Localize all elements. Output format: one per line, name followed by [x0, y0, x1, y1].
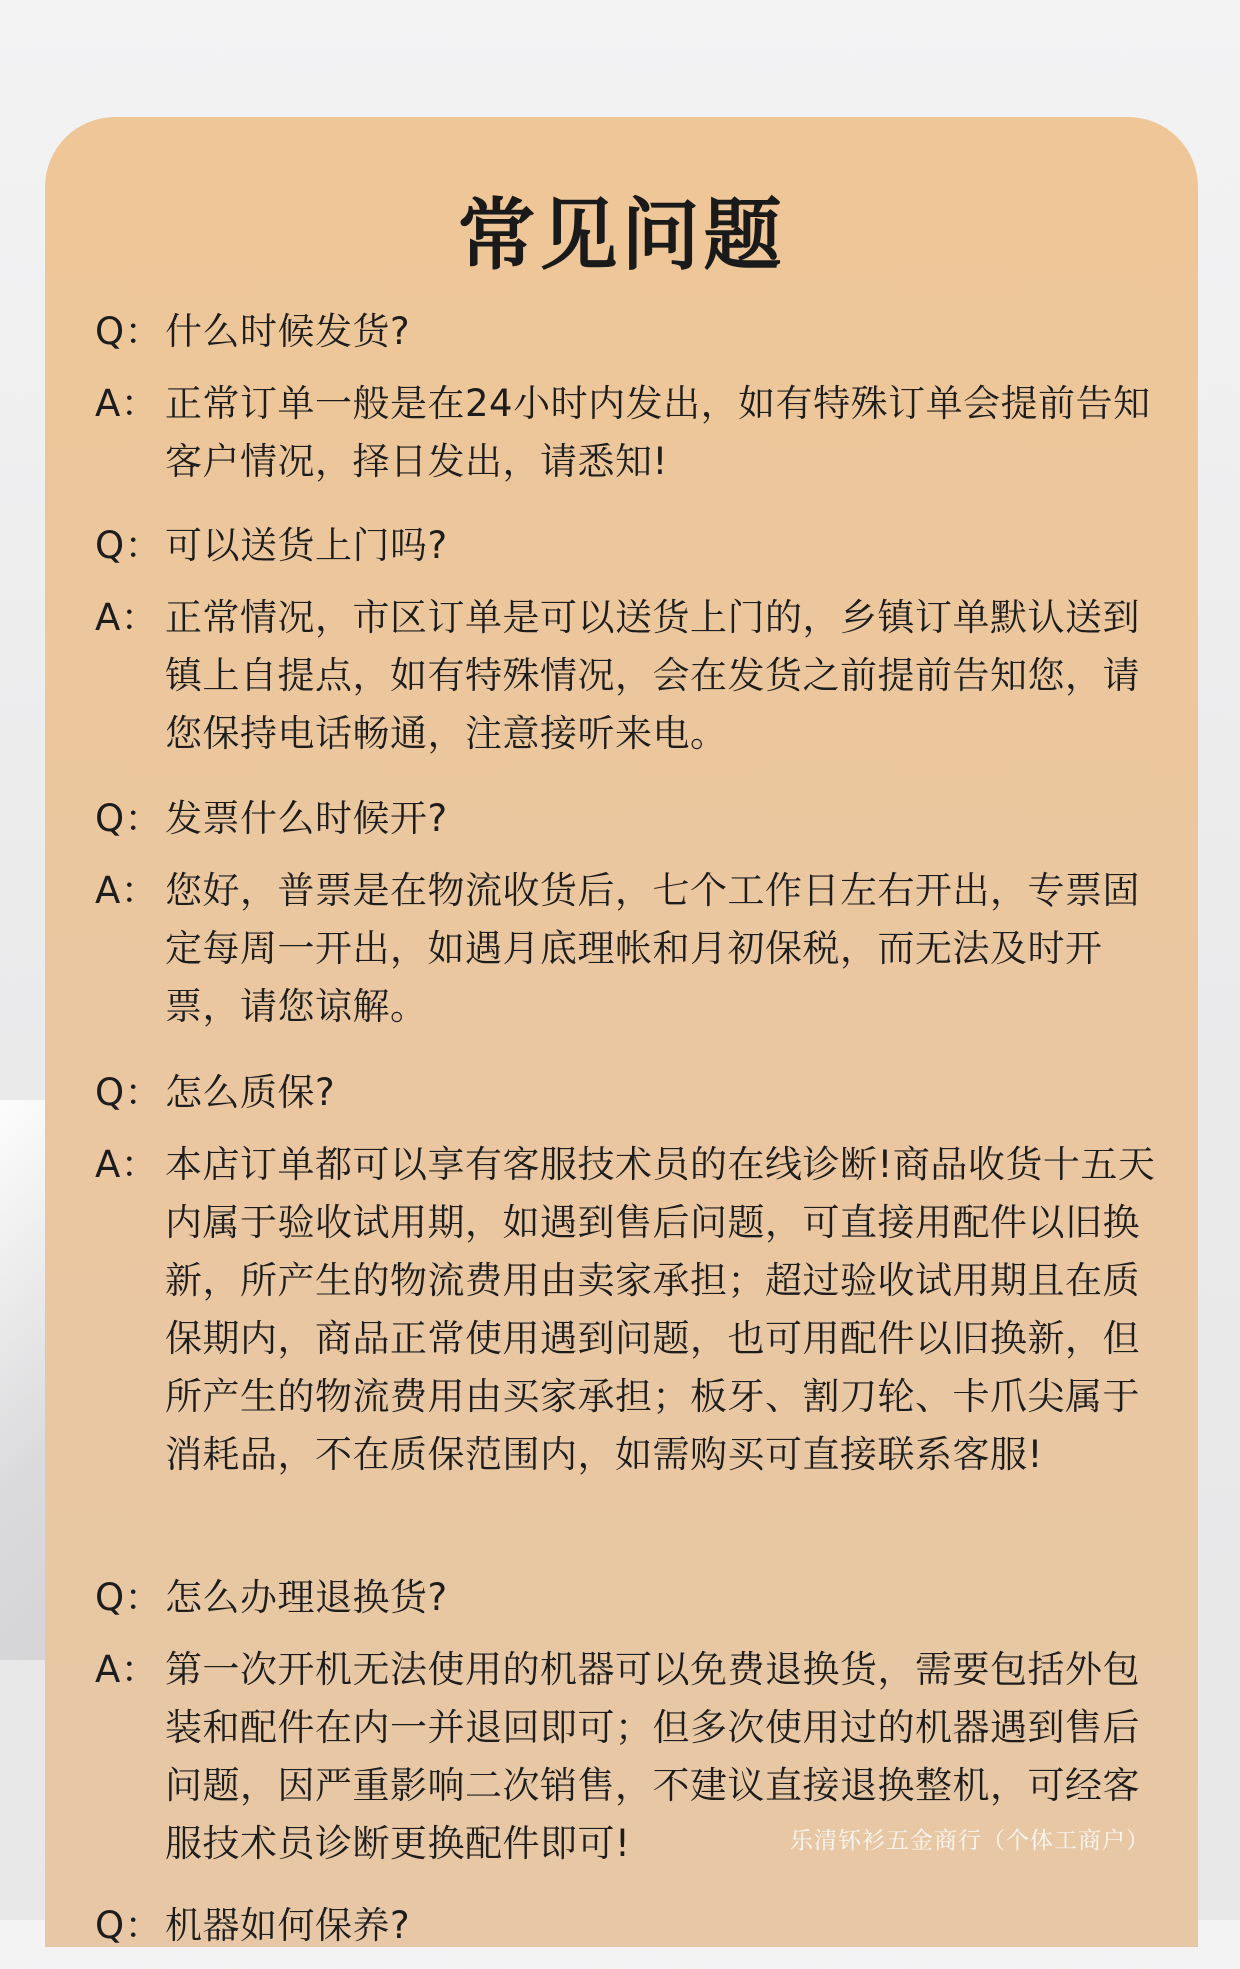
question-row: [95, 517, 1165, 575]
question-text: 怎么质保?: [165, 1071, 336, 1114]
faq-item: [95, 1897, 1165, 1969]
faq-card: [45, 117, 1198, 1947]
question-row: [95, 1569, 1165, 1627]
page-title: 常见问题: [457, 191, 786, 281]
question-row: [95, 303, 1165, 361]
question-text: 可以送货上门吗?: [165, 524, 448, 567]
question-marker: Q：: [95, 1576, 163, 1619]
question-row: [95, 1897, 1165, 1955]
question-marker: Q：: [95, 524, 163, 567]
answer-row: [95, 375, 1165, 491]
answer-text: 本店订单都可以享有客服技术员的在线诊断!商品收货十五天内属于验收试用期，如遇到售后问题，可直接用配件以旧换新，所产生的物流费用由卖家承担；超过验收试用期且在质保期内，商品正常使用遇到问题，也可用配件以旧换新，但所产生的物流费用由买家承担；板牙、割刀轮、卡爪尖属于消耗品，不在质保范围内，如需购买可直接联系客服!: [165, 1143, 1156, 1476]
question-marker: Q：: [95, 1904, 163, 1947]
question-row: [95, 790, 1165, 848]
shop-watermark: 乐清钚衫五金商行（个体工商户）: [790, 1828, 1150, 1854]
answer-text: 您好，普票是在物流收货后，七个工作日左右开出，专票固定每周一开出，如遇月底理帐和月初保税，而无法及时开票，请您谅解。: [165, 869, 1140, 1028]
question-row: [95, 1064, 1165, 1122]
answer-marker: A：: [95, 1143, 159, 1186]
question-text: 怎么办理退换货?: [165, 1576, 448, 1619]
question-marker: Q：: [95, 797, 163, 840]
question-text: 发票什么时候开?: [165, 797, 448, 840]
answer-text: 正常情况，市区订单是可以送货上门的，乡镇订单默认送到镇上自提点，如有特殊情况，会在发货之前提前告知您，请您保持电话畅通，注意接听来电。: [165, 596, 1140, 755]
faq-item: [95, 517, 1165, 763]
answer-marker: A：: [95, 382, 159, 425]
answer-text: 正常订单一般是在24小时内发出，如有特殊订单会提前告知客户情况，择日发出，请悉知!: [165, 382, 1151, 483]
answer-marker: A：: [95, 596, 159, 639]
answer-row: [95, 1136, 1165, 1484]
faq-item: [95, 303, 1165, 491]
answer-text: 第一次开机无法使用的机器可以免费退换货，需要包括外包装和配件在内一并退回即可；但多次使用过的机器遇到售后问题，因严重影响二次销售，不建议直接退换整机，可经客服技术员诊断更换配件即可!: [165, 1648, 1140, 1865]
faq-item: [95, 790, 1165, 1036]
answer-marker: A：: [95, 1648, 159, 1691]
faq-item: [95, 1064, 1165, 1484]
answer-row: [95, 589, 1165, 763]
question-marker: Q：: [95, 1071, 163, 1114]
question-text: 机器如何保养?: [165, 1904, 411, 1947]
answer-row: [95, 862, 1165, 1036]
answer-marker: A：: [95, 869, 159, 912]
question-marker: Q：: [95, 310, 163, 353]
question-text: 什么时候发货?: [165, 310, 411, 353]
